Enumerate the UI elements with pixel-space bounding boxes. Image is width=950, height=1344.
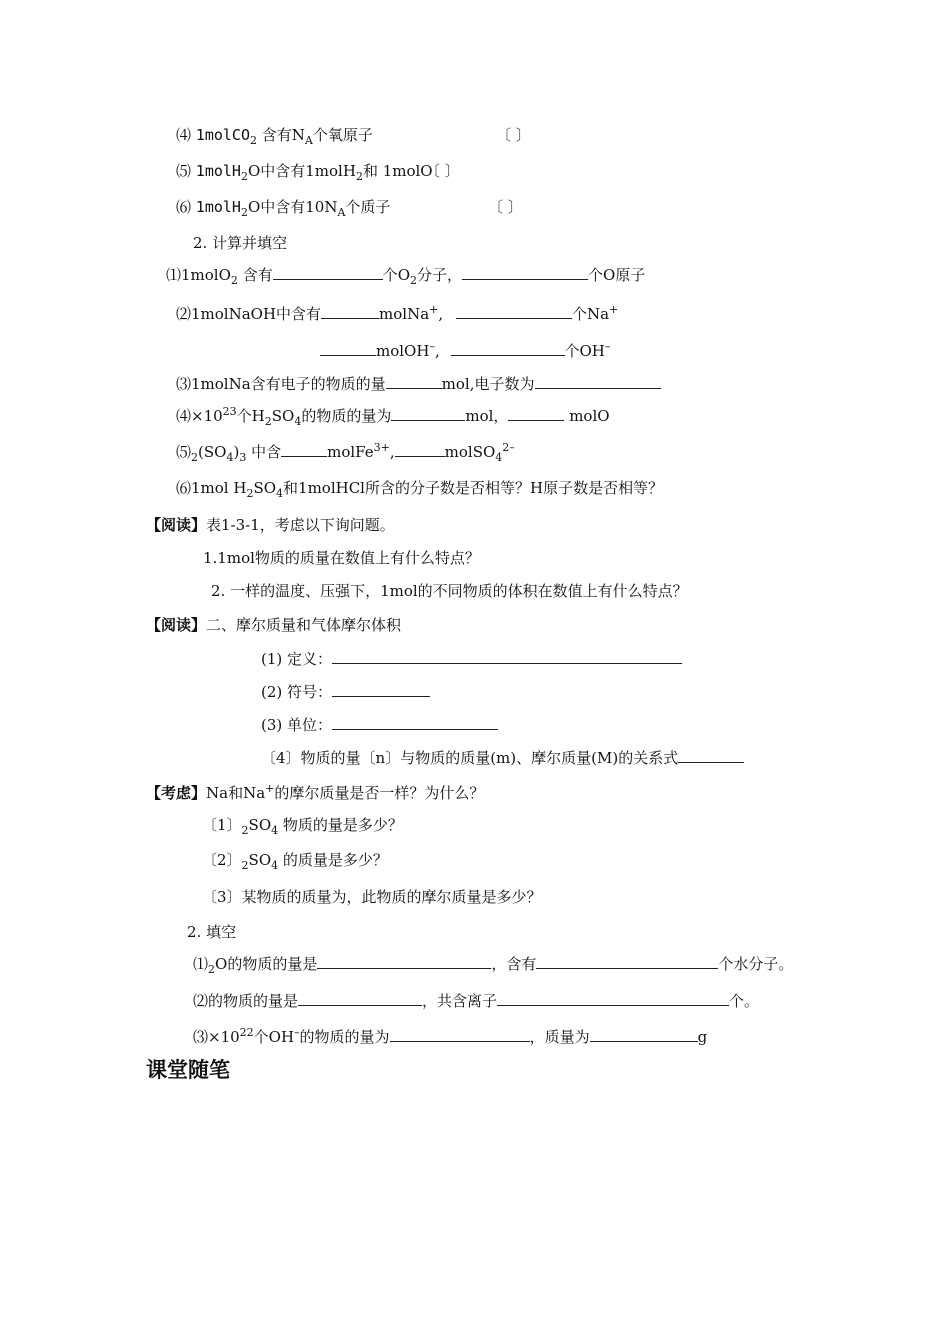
section-tag: 【阅读】 [146, 616, 207, 634]
subscript: 2 [241, 824, 249, 837]
item-text: ⑸ [176, 443, 192, 461]
item-text: 个水分子。 [718, 955, 794, 973]
item-text: O中含有1molH [247, 162, 356, 180]
item-text: 的物质的量为 [301, 407, 392, 425]
calc-title: 2. 计算并填空 [193, 234, 288, 252]
tf-answer-paren-4[interactable] [496, 125, 531, 145]
subscript: 4 [271, 859, 279, 872]
calc-item-1 [166, 265, 645, 285]
item-text: 1molCO [195, 126, 250, 144]
subscript: A [304, 134, 313, 147]
answer-blank[interactable] [317, 954, 491, 969]
answer-paren[interactable]: 〔 〕 [425, 162, 460, 180]
think-question-1 [202, 815, 403, 835]
subscript: 4 [495, 451, 503, 464]
item-text: 个质子 [345, 198, 391, 216]
subscript: 4 [276, 487, 284, 500]
answer-blank[interactable] [332, 649, 682, 664]
fill-item-3 [193, 1027, 707, 1047]
superscript: 2– [502, 441, 515, 454]
item-text: g [697, 1028, 708, 1046]
item-text: mol,电子数为 [441, 375, 535, 393]
section-text: 表1-3-1，考虑以下询问题。 [206, 516, 395, 534]
subscript: 2 [264, 415, 272, 428]
item-text: ⑶1molNa含有电子的物质的量 [176, 375, 386, 393]
unit-line [261, 715, 498, 735]
item-text: ) [233, 443, 240, 461]
answer-blank[interactable] [281, 442, 327, 457]
item-number: ⑷ [176, 126, 192, 144]
item-text: 个OH [253, 1028, 295, 1046]
item-text: molFe [327, 443, 374, 461]
tf-answer-paren-6[interactable] [488, 197, 523, 217]
item-text: molO [569, 407, 610, 425]
answer-blank[interactable] [391, 406, 465, 421]
item-text: 〔1〕 [202, 816, 242, 834]
item-text: ⑶×10 [193, 1028, 240, 1046]
item-text: 的物质的量为 [299, 1028, 390, 1046]
subscript: 2 [191, 451, 199, 464]
subscript: 2 [355, 170, 363, 183]
answer-blank[interactable] [678, 748, 744, 763]
superscript: + [609, 303, 619, 316]
answer-blank[interactable] [497, 991, 729, 1006]
item-text: ，共含离子 [422, 992, 498, 1010]
calc-item-5 [176, 442, 515, 462]
item-text: ⑹1mol H [176, 479, 247, 497]
item-text: SO [271, 407, 295, 425]
subscript: 3 [239, 451, 247, 464]
tf-item-4 [176, 125, 373, 145]
item-text: 的质量是多少？ [278, 851, 388, 869]
answer-blank[interactable] [321, 304, 379, 319]
item-text: 和1molHCl所含的分子数是否相等？H原子数是否相等？ [283, 479, 664, 497]
item-text: mol， [465, 407, 509, 425]
item-text: molSO [444, 443, 496, 461]
item-text: ⑴1molO [166, 266, 231, 284]
symbol-line [261, 682, 430, 702]
answer-blank[interactable] [273, 265, 383, 280]
calc-item-2b [320, 341, 610, 361]
superscript: – [294, 1026, 300, 1039]
answer-paren[interactable]: 〔 〕 [488, 198, 523, 216]
answer-blank[interactable] [390, 1027, 530, 1042]
subscript: 2 [230, 274, 238, 287]
answer-blank[interactable] [332, 715, 498, 730]
answer-blank[interactable] [298, 991, 422, 1006]
subscript: 2 [240, 170, 248, 183]
subscript: 2 [240, 206, 248, 219]
section-text: 二、摩尔质量和气体摩尔体积 [206, 616, 402, 634]
calc-item-2 [176, 304, 618, 324]
think-question-2 [202, 850, 388, 870]
item-text: (2) 符号： [261, 683, 333, 701]
calc-item-3 [176, 374, 661, 394]
item-text: , [389, 443, 395, 461]
fill-item-2 [193, 991, 759, 1011]
subscript: A [337, 206, 346, 219]
read1-question-2: 2. 一样的温度、压强下，1mol的不同物质的体积在数值上有什么特点？ [211, 582, 688, 600]
item-text: 个氧原子 [312, 126, 373, 144]
item-text: (1) 定义： [261, 650, 333, 668]
subscript: 2 [208, 963, 216, 976]
subscript: 2 [241, 859, 249, 872]
item-text: molOH [376, 342, 430, 360]
item-text: molNa [379, 305, 430, 323]
definition-line [261, 649, 682, 669]
item-text: (3) 单位： [261, 716, 333, 734]
answer-paren[interactable]: 〔 〕 [496, 126, 531, 144]
subscript: 4 [271, 824, 279, 837]
answer-blank[interactable] [590, 1027, 698, 1042]
read-section-2 [146, 615, 401, 635]
read-section-1 [146, 515, 395, 535]
superscript: 3+ [373, 441, 390, 454]
section-tag: 【考虑】 [146, 784, 207, 802]
tf-answer-paren-5[interactable] [425, 161, 460, 181]
tf-item-5 [176, 161, 433, 181]
item-text: (SO [198, 443, 227, 461]
item-text: , [438, 305, 444, 323]
item-text: ⑷×10 [176, 407, 223, 425]
item-text: 1molH [195, 198, 241, 216]
superscript: 22 [239, 1026, 254, 1039]
answer-blank[interactable] [508, 406, 564, 421]
item-text: ，含有 [491, 955, 537, 973]
item-text: SO [248, 851, 272, 869]
read1-question-1: 1.1mol物质的质量在数值上有什么特点？ [203, 549, 480, 567]
answer-blank[interactable] [462, 265, 588, 280]
item-text: O中含有10N [247, 198, 338, 216]
answer-blank[interactable] [451, 341, 565, 356]
superscript: 23 [222, 405, 237, 418]
item-text: 个H [236, 407, 265, 425]
item-text: 分子， [417, 266, 463, 284]
item-text: 〔2〕 [202, 851, 242, 869]
answer-blank[interactable] [386, 374, 442, 389]
subscript: 2 [246, 487, 254, 500]
item-text: 和 1molO [362, 162, 433, 180]
item-text: 个OH [564, 342, 605, 360]
calc-item-6 [176, 478, 663, 498]
subscript: 4 [294, 415, 302, 428]
item-text: 1molH [195, 162, 241, 180]
superscript: – [429, 340, 435, 353]
tf-item-6 [176, 197, 390, 217]
superscript: + [429, 303, 439, 316]
item-text: 含有 [242, 266, 273, 284]
subscript: 2 [249, 134, 257, 147]
answer-blank[interactable] [395, 442, 445, 457]
item-number: ⑹ [176, 198, 192, 216]
item-text: 个O [382, 266, 411, 284]
answer-blank[interactable] [536, 954, 718, 969]
item-text: 个O原子 [588, 266, 646, 284]
item-text: 个Na [571, 305, 610, 323]
superscript: + [265, 782, 275, 795]
item-text: SO [253, 479, 277, 497]
calc-item-4 [176, 406, 610, 426]
item-text: 中含 [251, 443, 282, 461]
subscript: 4 [226, 451, 234, 464]
think-question-3: 〔3〕某物质的质量为，此物质的摩尔质量是多少？ [202, 888, 542, 906]
section-text: Na和Na [206, 784, 266, 802]
fill-item-1 [193, 954, 793, 974]
item-number: ⑸ [176, 162, 192, 180]
subscript: 2 [410, 274, 418, 287]
item-text: ⑵的物质的量是 [193, 992, 299, 1010]
item-text: O的物质的量是 [215, 955, 318, 973]
item-text: ，质量为 [529, 1028, 590, 1046]
item-text: ⑵1molNaOH中含有 [176, 305, 322, 323]
section-text: 的摩尔质量是否一样？为什么？ [274, 784, 485, 802]
relation-line [261, 748, 744, 768]
item-text: ⑴ [193, 955, 209, 973]
section-tag: 【阅读】 [146, 516, 207, 534]
think-section [146, 783, 484, 803]
answer-blank[interactable] [320, 341, 376, 356]
answer-blank[interactable] [332, 682, 430, 697]
item-text: 〔4〕物质的量〔n〕与物质的质量(m)、摩尔质量(M)的关系式 [261, 749, 679, 767]
fill-title: 2. 填空 [187, 923, 237, 941]
superscript: – [604, 340, 611, 353]
answer-blank[interactable] [456, 304, 572, 319]
item-text: SO [248, 816, 272, 834]
notes-heading: 课堂随笔 [146, 1058, 230, 1082]
item-text: 含有N [261, 126, 305, 144]
item-text: 个。 [729, 992, 760, 1010]
item-text: , [434, 342, 440, 360]
item-text: 物质的量是多少？ [278, 816, 403, 834]
answer-blank[interactable] [535, 374, 661, 389]
